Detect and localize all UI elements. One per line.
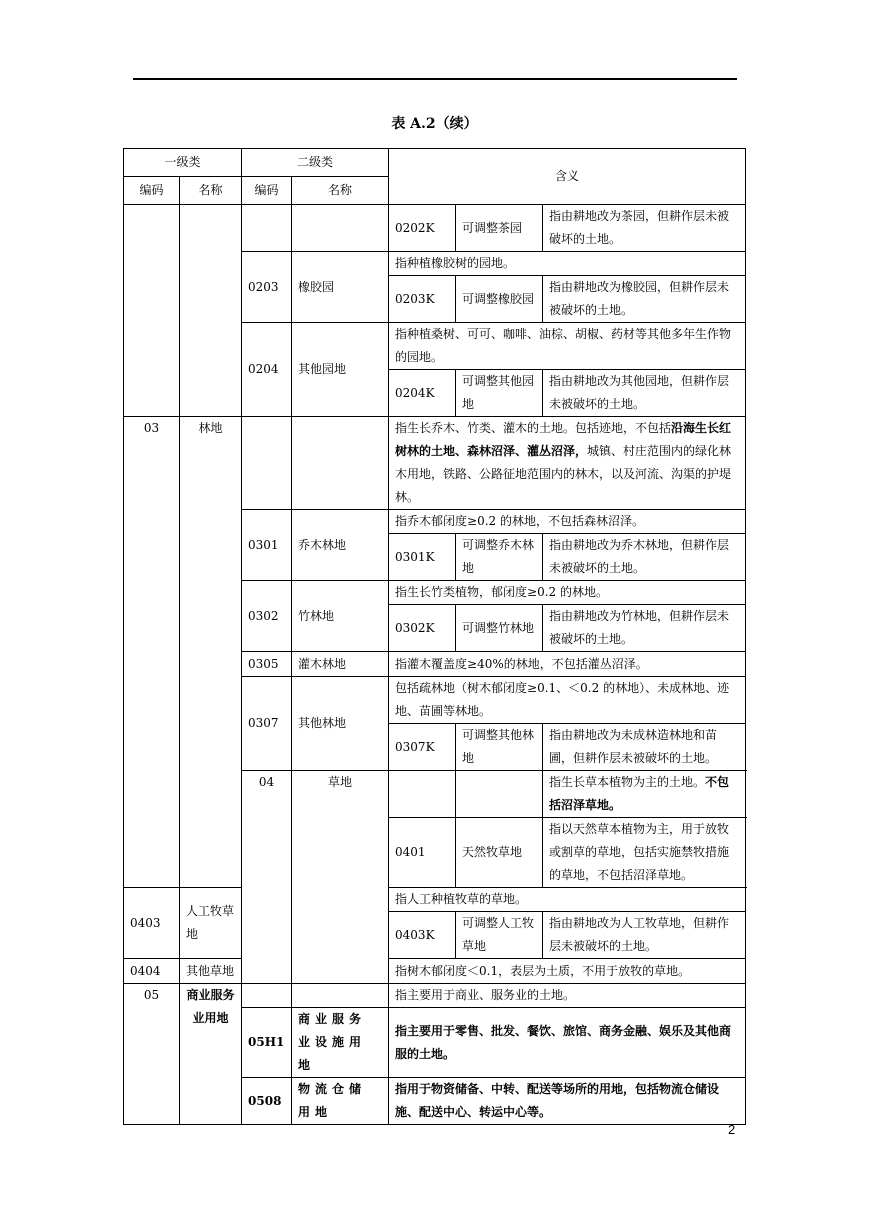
level2-desc: 指以天然草本植物为主，用于放牧或割草的草地，包括实施禁牧措施的草地，不包括沼泽草地。 xyxy=(543,818,746,888)
level2-desc: 指灌木覆盖度≥40%的林地，不包括灌丛沼泽。 xyxy=(389,652,746,677)
level2-code: 0203 xyxy=(242,252,292,323)
level2-desc: 指树木郁闭度＜0.1，表层为土质，不用于放牧的草地。 xyxy=(389,959,746,984)
sub-desc: 指由耕地改为茶园，但耕作层未被破坏的土地。 xyxy=(543,205,746,252)
sub-code: 0204K xyxy=(389,370,456,417)
level2-name: 人工牧草地 xyxy=(180,888,242,959)
level2-desc: 包括疏林地（树木郁闭度≥0.1、＜0.2 的林地）、未成林地、迹地、苗圃等林地。 xyxy=(389,677,746,724)
desc-text: 指生长草本植物为主的土地。 xyxy=(549,775,706,789)
level1-name-cell xyxy=(180,205,242,417)
level2-code-cell xyxy=(389,771,456,818)
sub-name: 可调整乔木林地 xyxy=(456,534,543,581)
sub-name: 可调整其他林地 xyxy=(456,724,543,771)
header-level1: 一级类 xyxy=(124,149,242,177)
level2-name: 乔木林地 xyxy=(292,510,389,581)
level2-code: 0401 xyxy=(389,818,456,888)
level2-name-cell xyxy=(292,205,389,252)
header-level2-code: 编码 xyxy=(242,177,292,205)
sub-desc: 指由耕地改为未成林造林地和苗圃，但耕作层未被破坏的土地。 xyxy=(543,724,746,771)
level2-name: 竹林地 xyxy=(292,581,389,652)
header-meaning: 含义 xyxy=(389,149,746,205)
level2-name-cell xyxy=(292,417,389,510)
level2-name: 橡胶园 xyxy=(292,252,389,323)
sub-name: 可调整其他园地 xyxy=(456,370,543,417)
level1-desc xyxy=(389,417,746,510)
sub-desc: 指由耕地改为竹林地，但耕作层未被破坏的土地。 xyxy=(543,605,746,652)
level2-code: 0508 xyxy=(242,1078,292,1125)
level2-name-cell xyxy=(292,984,389,1008)
level1-name: 林地 xyxy=(180,417,242,888)
level1-desc xyxy=(543,771,746,818)
desc-text: 城镇、村庄范围内的绿化林木用地，铁路、公路征地范围内的林木，以及河流、沟渠的护堤林。 xyxy=(395,444,732,504)
level2-name: 灌木林地 xyxy=(292,652,389,677)
level1-code: 04 xyxy=(242,771,292,984)
level2-code: 0404 xyxy=(124,959,180,984)
sub-code: 0202K xyxy=(389,205,456,252)
level2-desc: 指主要用于零售、批发、餐饮、旅馆、商务金融、娱乐及其他商服的土地。 xyxy=(389,1008,746,1078)
header-level1-code: 编码 xyxy=(124,177,180,205)
desc-text: 指生长乔木、竹类、灌木的土地。包括迹地，不包括 xyxy=(395,421,672,435)
sub-desc: 指由耕地改为其他园地，但耕作层未被破坏的土地。 xyxy=(543,370,746,417)
sub-code: 0302K xyxy=(389,605,456,652)
desc-bold-text: 不包括沼泽草地。 xyxy=(549,775,730,812)
desc-bold-text: 沿海生长红树林的土地、森林沼泽、灌丛沼泽， xyxy=(395,421,732,458)
level2-code: 0302 xyxy=(242,581,292,652)
level2-code-cell xyxy=(242,417,292,510)
level2-code-cell xyxy=(242,205,292,252)
sub-code: 0301K xyxy=(389,534,456,581)
page-number: 2 xyxy=(728,1122,736,1137)
level2-name: 商业服务业设施用地 xyxy=(292,1008,389,1078)
level2-code: 0301 xyxy=(242,510,292,581)
sub-name: 可调整茶园 xyxy=(456,205,543,252)
level2-name: 其他林地 xyxy=(292,677,389,771)
level2-name-cell xyxy=(456,771,543,818)
level2-code: 05H1 xyxy=(242,1008,292,1078)
level2-desc: 指人工种植牧草的草地。 xyxy=(389,888,746,912)
level1-name: 商业服务业用地 xyxy=(180,984,242,1125)
sub-name: 可调整人工牧草地 xyxy=(456,912,543,959)
sub-name: 可调整竹林地 xyxy=(456,605,543,652)
level1-code: 03 xyxy=(124,417,180,888)
level2-desc: 指用于物资储备、中转、配送等场所的用地，包括物流仓储设施、配送中心、转运中心等。 xyxy=(389,1078,746,1125)
sub-desc: 指由耕地改为人工牧草地，但耕作层未被破坏的土地。 xyxy=(543,912,746,959)
level1-code: 05 xyxy=(124,984,180,1125)
sub-desc: 指由耕地改为乔木林地，但耕作层未被破坏的土地。 xyxy=(543,534,746,581)
level2-name: 其他园地 xyxy=(292,323,389,417)
level2-desc: 指乔木郁闭度≥0.2 的林地，不包括森林沼泽。 xyxy=(389,510,746,534)
level2-name: 天然牧草地 xyxy=(456,818,543,888)
level2-code: 0307 xyxy=(242,677,292,771)
level1-name: 草地 xyxy=(292,771,389,984)
level2-desc: 指生长竹类植物，郁闭度≥0.2 的林地。 xyxy=(389,581,746,605)
land-classification-table xyxy=(123,148,746,1125)
level2-code: 0204 xyxy=(242,323,292,417)
table-caption: 表 A.2（续） xyxy=(391,116,478,132)
sub-code: 0403K xyxy=(389,912,456,959)
sub-code: 0307K xyxy=(389,724,456,771)
level2-desc: 指种植橡胶树的园地。 xyxy=(389,252,746,276)
header-level1-name: 名称 xyxy=(180,177,242,205)
sub-name: 可调整橡胶园 xyxy=(456,276,543,323)
level1-desc: 指主要用于商业、服务业的土地。 xyxy=(389,984,746,1008)
level2-code: 0403 xyxy=(124,888,180,959)
level2-name: 物流仓储用地 xyxy=(292,1078,389,1125)
sub-code: 0203K xyxy=(389,276,456,323)
header-level2: 二级类 xyxy=(242,149,389,177)
level2-desc: 指种植桑树、可可、咖啡、油棕、胡椒、药材等其他多年生作物的园地。 xyxy=(389,323,746,370)
level2-name: 其他草地 xyxy=(180,959,242,984)
level2-code: 0305 xyxy=(242,652,292,677)
sub-desc: 指由耕地改为橡胶园，但耕作层未被破坏的土地。 xyxy=(543,276,746,323)
header-rule xyxy=(133,78,737,80)
header-level2-name: 名称 xyxy=(292,177,389,205)
level2-code-cell xyxy=(242,984,292,1008)
level1-code-cell xyxy=(124,205,180,417)
